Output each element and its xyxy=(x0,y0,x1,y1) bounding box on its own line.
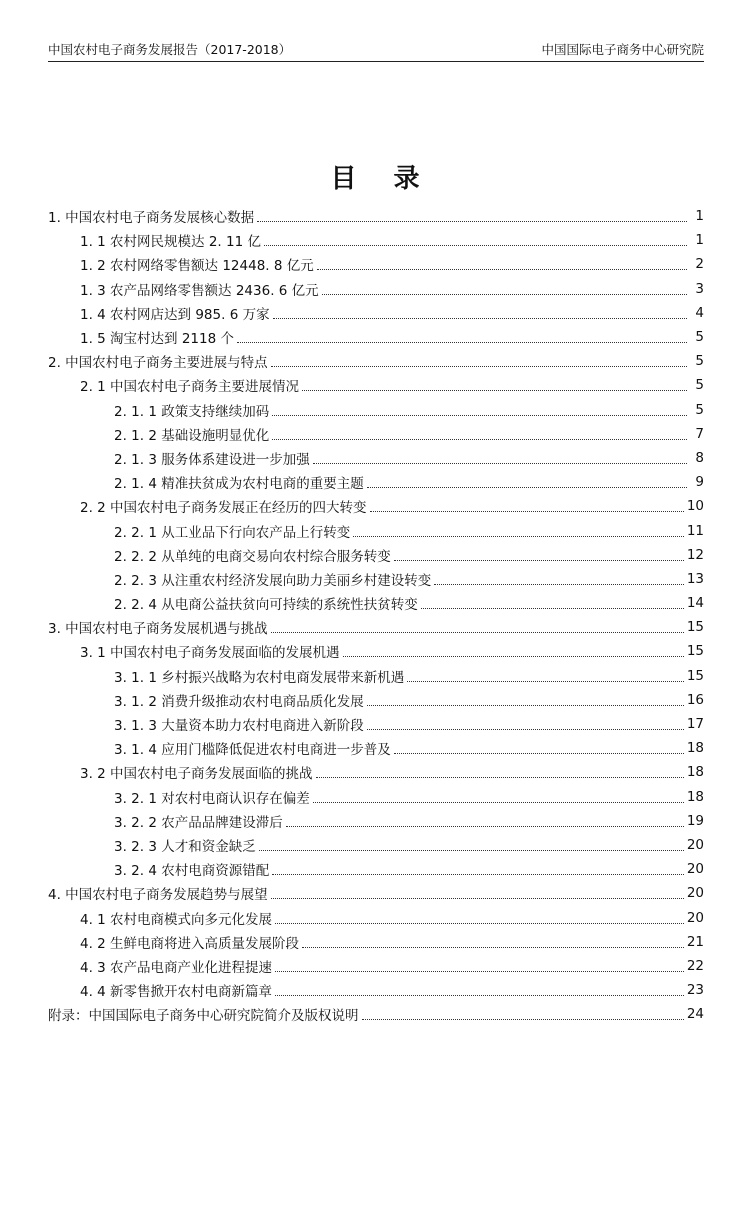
dot-leader xyxy=(271,365,687,367)
dot-leader xyxy=(273,317,687,319)
toc-entry-label: 2. 1. 3 服务体系建设进一步加强 xyxy=(114,451,310,468)
dot-leader xyxy=(275,994,684,996)
toc-entry-page-number: 23 xyxy=(686,982,704,999)
dot-leader xyxy=(370,510,684,512)
dot-leader xyxy=(264,244,687,246)
dot-leader xyxy=(286,825,684,827)
toc-entry[interactable] xyxy=(48,615,704,639)
dot-leader xyxy=(237,341,687,343)
toc-entry-page-number: 20 xyxy=(686,885,704,902)
toc-entry[interactable] xyxy=(48,446,704,470)
toc-entry-label: 1. 中国农村电子商务发展核心数据 xyxy=(48,210,255,227)
toc-entry-page-number: 9 xyxy=(695,474,704,491)
toc-entry-label: 1. 2 农村网络零售额达 12448. 8 亿元 xyxy=(80,258,314,275)
dot-leader xyxy=(367,704,684,706)
toc-entry[interactable] xyxy=(48,204,704,228)
dot-leader xyxy=(275,922,684,924)
toc-entry-label: 2. 1 中国农村电子商务主要进展情况 xyxy=(80,379,300,396)
toc-entry-page-number: 4 xyxy=(695,304,704,321)
toc-entry-page-number: 1 xyxy=(695,208,704,225)
toc-entry[interactable] xyxy=(48,301,704,325)
toc-entry-label: 3. 1. 1 乡村振兴战略为农村电商发展带来新机遇 xyxy=(114,669,405,686)
toc-entry-label: 2. 中国农村电子商务主要进展与特点 xyxy=(48,355,268,372)
dot-leader xyxy=(259,849,684,851)
toc-entry-label: 2. 2 中国农村电子商务发展正在经历的四大转变 xyxy=(80,500,367,517)
toc-entry-label: 2. 1. 4 精准扶贫成为农村电商的重要主题 xyxy=(114,476,364,493)
dot-leader xyxy=(257,220,687,222)
toc-entry[interactable] xyxy=(48,349,704,373)
toc-entry-page-number: 5 xyxy=(695,377,704,394)
toc-entry-label: 2. 2. 2 从单纯的电商交易向农村综合服务转变 xyxy=(114,548,391,565)
toc-entry-page-number: 5 xyxy=(695,401,704,418)
dot-leader xyxy=(421,607,684,609)
toc-entry[interactable] xyxy=(48,398,704,422)
toc-entry-page-number: 12 xyxy=(686,546,704,563)
dot-leader xyxy=(316,776,684,778)
toc-entry[interactable] xyxy=(48,422,704,446)
toc-entry-label: 3. 2. 4 农村电商资源错配 xyxy=(114,863,270,880)
header-report-title: 中国农村电子商务发展报告（2017-2018） xyxy=(48,42,292,57)
dot-leader xyxy=(353,535,684,537)
toc-entry-label: 3. 2. 2 农产品品牌建设滞后 xyxy=(114,814,283,831)
toc-entry-label: 3. 1. 3 大量资本助力农村电商进入新阶段 xyxy=(114,718,364,735)
toc-entry[interactable] xyxy=(48,809,704,833)
toc-entry[interactable] xyxy=(48,373,704,397)
toc-entry[interactable] xyxy=(48,1002,704,1026)
toc-entry-label: 2. 2. 1 从工业品下行向农产品上行转变 xyxy=(114,524,351,541)
toc-entry-page-number: 18 xyxy=(686,788,704,805)
toc-entry-label: 3. 2 中国农村电子商务发展面临的挑战 xyxy=(80,766,313,783)
dot-leader xyxy=(313,801,684,803)
toc-entry[interactable] xyxy=(48,518,704,542)
toc-entry[interactable] xyxy=(48,228,704,252)
toc-entry-label: 2. 2. 4 从电商公益扶贫向可持续的系统性扶贫转变 xyxy=(114,597,418,614)
dot-leader xyxy=(317,268,687,270)
toc-entry-page-number: 7 xyxy=(695,425,704,442)
toc-entry-label: 2. 1. 1 政策支持继续加码 xyxy=(114,403,270,420)
toc-entry[interactable] xyxy=(48,833,704,857)
toc-entry-label: 1. 3 农产品网络零售额达 2436. 6 亿元 xyxy=(80,282,319,299)
toc-entry-label: 3. 1. 2 消费升级推动农村电商品质化发展 xyxy=(114,693,364,710)
dot-leader xyxy=(271,897,684,899)
toc-entry-page-number: 20 xyxy=(686,909,704,926)
toc-entry[interactable] xyxy=(48,252,704,276)
dot-leader xyxy=(302,946,684,948)
toc-entry-label: 3. 2. 3 人才和资金缺乏 xyxy=(114,838,256,855)
dot-leader xyxy=(394,752,684,754)
toc-entry[interactable] xyxy=(48,785,704,809)
toc-entry-page-number: 20 xyxy=(686,836,704,853)
toc-entry[interactable] xyxy=(48,567,704,591)
toc-entry[interactable] xyxy=(48,905,704,929)
toc-entry-page-number: 14 xyxy=(686,595,704,612)
toc-entry-page-number: 5 xyxy=(695,353,704,370)
header-organization: 中国国际电子商务中心研究院 xyxy=(541,42,704,57)
dot-leader xyxy=(407,680,684,682)
toc-entry[interactable] xyxy=(48,591,704,615)
dot-leader xyxy=(367,486,687,488)
toc-entry-label: 1. 5 淘宝村达到 2118 个 xyxy=(80,331,234,348)
toc-entry-page-number: 10 xyxy=(686,498,704,515)
toc-entry-label: 1. 4 农村网店达到 985. 6 万家 xyxy=(80,306,270,323)
toc-entry[interactable] xyxy=(48,325,704,349)
toc-entry[interactable] xyxy=(48,688,704,712)
toc-entry-label: 4. 中国农村电子商务发展趋势与展望 xyxy=(48,887,268,904)
table-of-contents xyxy=(48,204,704,1026)
dot-leader xyxy=(271,631,684,633)
toc-entry-page-number: 15 xyxy=(686,667,704,684)
toc-entry-label: 4. 2 生鲜电商将进入高质量发展阶段 xyxy=(80,935,300,952)
dot-leader xyxy=(272,414,687,416)
toc-entry-label: 附录：中国国际电子商务中心研究院简介及版权说明 xyxy=(48,1008,359,1025)
toc-entry-page-number: 24 xyxy=(686,1006,704,1023)
dot-leader xyxy=(275,970,684,972)
toc-entry-label: 2. 2. 3 从注重农村经济发展向助力美丽乡村建设转变 xyxy=(114,572,432,589)
toc-entry-label: 3. 中国农村电子商务发展机遇与挑战 xyxy=(48,621,268,638)
toc-entry-page-number: 19 xyxy=(686,812,704,829)
toc-entry[interactable] xyxy=(48,639,704,663)
dot-leader xyxy=(362,1018,684,1020)
toc-entry[interactable] xyxy=(48,664,704,688)
dot-leader xyxy=(343,655,684,657)
toc-entry-page-number: 21 xyxy=(686,933,704,950)
toc-entry[interactable] xyxy=(48,857,704,881)
dot-leader xyxy=(272,438,687,440)
toc-entry-page-number: 3 xyxy=(695,280,704,297)
toc-entry-page-number: 17 xyxy=(686,716,704,733)
dot-leader xyxy=(302,389,687,391)
toc-entry-label: 1. 1 农村网民规模达 2. 11 亿 xyxy=(80,234,261,251)
toc-entry-label: 4. 1 农村电商模式向多元化发展 xyxy=(80,911,273,928)
toc-entry[interactable] xyxy=(48,736,704,760)
dot-leader xyxy=(394,559,684,561)
dot-leader xyxy=(272,873,684,875)
toc-entry-label: 3. 1 中国农村电子商务发展面临的发展机遇 xyxy=(80,645,340,662)
toc-title: 目 录 xyxy=(330,164,434,194)
toc-entry[interactable] xyxy=(48,978,704,1002)
toc-entry-page-number: 15 xyxy=(686,619,704,636)
toc-entry-label: 3. 2. 1 对农村电商认识存在偏差 xyxy=(114,790,310,807)
toc-entry-label: 4. 3 农产品电商产业化进程提速 xyxy=(80,959,273,976)
page-header xyxy=(48,38,704,62)
toc-entry-page-number: 11 xyxy=(686,522,704,539)
toc-entry-page-number: 20 xyxy=(686,861,704,878)
toc-entry-page-number: 8 xyxy=(695,449,704,466)
toc-entry-page-number: 18 xyxy=(686,764,704,781)
toc-entry[interactable] xyxy=(48,712,704,736)
toc-entry-label: 2. 1. 2 基础设施明显优化 xyxy=(114,427,270,444)
toc-entry-page-number: 5 xyxy=(695,329,704,346)
toc-entry-page-number: 2 xyxy=(695,256,704,273)
toc-entry[interactable] xyxy=(48,760,704,784)
toc-entry-page-number: 16 xyxy=(686,691,704,708)
dot-leader xyxy=(434,583,684,585)
toc-entry[interactable] xyxy=(48,470,704,494)
toc-entry[interactable] xyxy=(48,543,704,567)
toc-entry[interactable] xyxy=(48,930,704,954)
toc-entry-label: 3. 1. 4 应用门槛降低促进农村电商进一步普及 xyxy=(114,742,391,759)
toc-entry-label: 4. 4 新零售掀开农村电商新篇章 xyxy=(80,984,273,1001)
toc-entry-page-number: 13 xyxy=(686,570,704,587)
toc-entry[interactable] xyxy=(48,277,704,301)
dot-leader xyxy=(322,293,687,295)
dot-leader xyxy=(367,728,684,730)
toc-entry-page-number: 15 xyxy=(686,643,704,660)
toc-entry-page-number: 18 xyxy=(686,740,704,757)
toc-entry[interactable] xyxy=(48,494,704,518)
toc-entry-page-number: 22 xyxy=(686,957,704,974)
toc-entry[interactable] xyxy=(48,881,704,905)
toc-entry[interactable] xyxy=(48,954,704,978)
dot-leader xyxy=(313,462,687,464)
toc-entry-page-number: 1 xyxy=(695,232,704,249)
